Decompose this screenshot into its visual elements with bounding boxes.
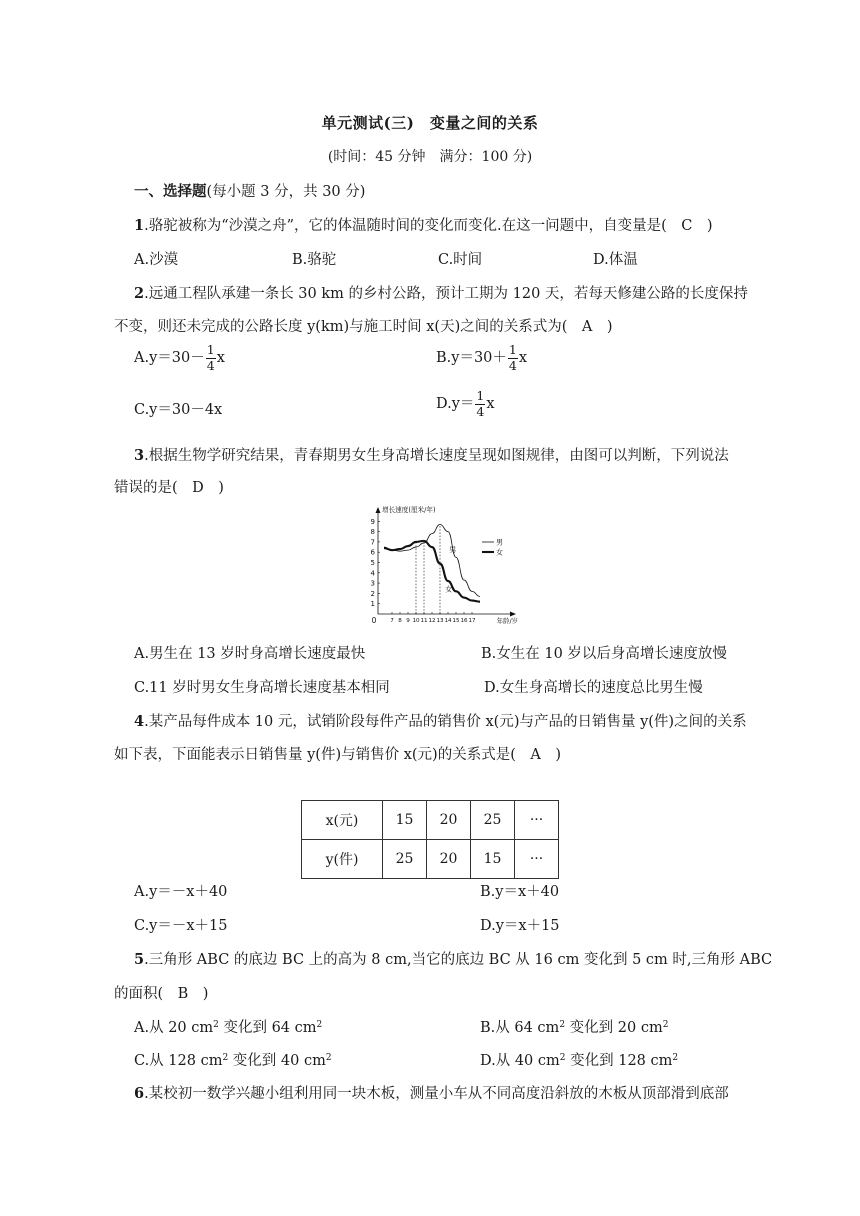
y-tick-label: 1	[370, 600, 375, 609]
series-line-boys	[384, 524, 480, 596]
question-5-line2: 的面积( B )	[114, 986, 209, 1002]
table-cell: 20	[427, 840, 471, 879]
q2-option-a: A.y＝30－ $\frac{1}{4}$ x	[134, 342, 225, 373]
question-2-line2: 不变，则还未完成的公路长度 y(km)与施工时间 x(天)之间的关系式为( A )	[114, 319, 613, 335]
q5-option-d: D.从 40 $cm^2$ 变化到 128 $cm^2$	[480, 1053, 679, 1069]
q3-option-a: A.男生在 13 岁时身高增长速度最快	[134, 646, 366, 662]
x-axis-arrow	[510, 612, 516, 617]
legend-label-boys: 男	[496, 538, 503, 547]
table-row	[302, 801, 559, 840]
fraction: $\frac{1}{4}$	[476, 388, 485, 419]
curve-label-girls: 女	[445, 585, 453, 594]
table-cell: x(元)	[302, 801, 383, 840]
question-3: 3.根据生物学研究结果，青春期男女生身高增长速度呈现如图规律，由图可以判断，下列说法	[134, 447, 729, 464]
x-tick-label: 16	[460, 618, 468, 624]
x-tick-label: 11	[420, 618, 428, 624]
curve-label-boys: 男	[449, 546, 457, 555]
x-tick-label: 7	[390, 618, 394, 624]
y-tick-label: 9	[370, 517, 375, 526]
y-tick-label: 2	[370, 589, 375, 598]
section-heading: 一、选择题(每小题 3 分，共 30 分)	[134, 183, 366, 200]
q4-option-d: D.y＝x＋15	[480, 918, 560, 934]
fraction: $\frac{1}{4}$	[508, 342, 517, 373]
table-cell: ···	[515, 801, 559, 840]
q1-option-c: C.时间	[438, 252, 483, 268]
x-tick-label: 10	[412, 618, 420, 624]
x-tick-label: 9	[406, 618, 410, 624]
question-4-line2: 如下表，下面能表示日销售量 y(件)与销售价 x(元)的关系式是( A )	[114, 747, 561, 763]
page-title: 单元测试(三) 变量之间的关系	[321, 114, 539, 132]
q1-option-d: D.体温	[593, 252, 638, 268]
question-3-line2: 错误的是( D )	[114, 480, 224, 496]
q1-option-a: A.沙漠	[134, 252, 179, 268]
y-tick-label: 7	[370, 538, 375, 547]
q4-option-c: C.y＝－x＋15	[134, 918, 228, 934]
q4-option-b: B.y＝x＋40	[480, 884, 560, 900]
q5-option-b: B.从 64 $cm^2$ 变化到 20 $cm^2$	[480, 1020, 669, 1036]
q2-option-c: C.y＝30－4x	[134, 402, 223, 418]
origin-label: 0	[371, 616, 377, 625]
q1-option-b: B.骆驼	[292, 252, 337, 268]
table-row	[302, 840, 559, 879]
q2-option-b: B.y＝30＋ $\frac{1}{4}$ x	[436, 342, 528, 373]
q3-option-b: B.女生在 10 岁以后身高增长速度放慢	[481, 646, 727, 662]
x-tick-label: 14	[444, 618, 452, 624]
x-axis-label: 年龄/岁	[496, 617, 518, 625]
table-cell: y(件)	[302, 840, 383, 879]
q4-option-a: A.y＝－x＋40	[134, 884, 228, 900]
y-tick-label: 8	[370, 528, 375, 537]
q5-option-c: C.从 128 $cm^2$ 变化到 40 $cm^2$	[134, 1053, 332, 1069]
x-tick-label: 13	[436, 618, 444, 624]
exam-info: (时间：45 分钟 满分：100 分)	[327, 149, 533, 165]
fraction: $\frac{1}{4}$	[206, 342, 215, 373]
question-4: 4.某产品每件成本 10 元，试销阶段每件产品的销售价 x(元)与产品的日销售量 y(件)之间的关系	[134, 713, 747, 730]
q2-option-d: D.y＝ $\frac{1}{4}$ x	[436, 388, 495, 419]
y-axis-label: 增长速度(厘米/年)	[382, 506, 436, 514]
table-cell: 25	[383, 840, 427, 879]
q3-option-c: C.11 岁时男女生身高增长速度基本相同	[134, 680, 390, 696]
question-2: 2.远通工程队承建一条长 30 km 的乡村公路，预计工期为 120 天，若每天修建公路的长度保持	[134, 285, 748, 302]
series-line-girls	[384, 541, 480, 602]
question-5: 5.三角形 ABC 的底边 BC 上的高为 8 cm,当它的底边 BC 从 16 cm 变化到 5 cm 时,三角形 ABC	[134, 951, 773, 968]
q3-option-d: D.女生身高增长的速度总比男生慢	[484, 680, 703, 696]
x-tick-label: 17	[468, 618, 476, 624]
price-sales-table	[301, 800, 559, 879]
q5-option-a: A.从 20 $cm^2$ 变化到 64 $cm^2$	[134, 1020, 323, 1036]
y-axis-arrow	[376, 507, 381, 513]
x-tick-label: 12	[428, 618, 436, 624]
table-cell: 15	[383, 801, 427, 840]
y-tick-label: 4	[370, 569, 375, 578]
question-6: 6.某校初一数学兴趣小组利用同一块木板，测量小车从不同高度沿斜放的木板从顶部滑到底部	[134, 1085, 729, 1102]
legend-label-girls: 女	[496, 548, 503, 557]
table-cell: 15	[471, 840, 515, 879]
y-tick-label: 3	[370, 579, 375, 588]
table-cell: 25	[471, 801, 515, 840]
growth-speed-chart	[360, 502, 520, 627]
x-tick-label: 15	[452, 618, 460, 624]
y-tick-label: 6	[370, 548, 375, 557]
table-cell: 20	[427, 801, 471, 840]
table-cell: ···	[515, 840, 559, 879]
y-tick-label: 5	[370, 559, 375, 567]
question-1: 1.骆驼被称为“沙漠之舟”，它的体温随时间的变化而变化.在这一问题中，自变量是( C )	[134, 217, 713, 234]
x-tick-label: 8	[398, 618, 402, 624]
